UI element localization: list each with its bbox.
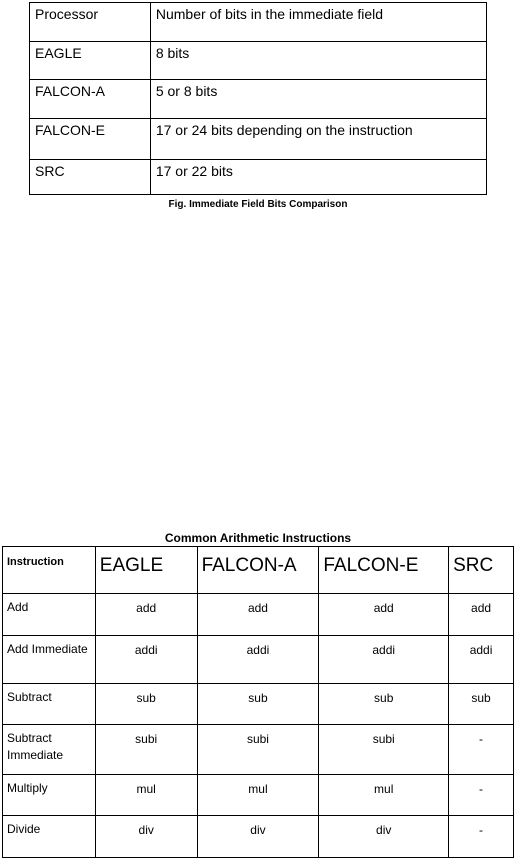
cell-falcon-e: subi (319, 725, 449, 775)
cell-falcon-e: add (319, 594, 449, 636)
cell-instruction: Divide (3, 816, 96, 858)
cell-falcon-a: addi (197, 636, 319, 684)
cell-falcon-e: div (319, 816, 449, 858)
header-falcon-a: FALCON-A (197, 547, 319, 594)
figure-caption: Fig. Immediate Field Bits Comparison (168, 199, 348, 210)
cell-falcon-a: div (197, 816, 319, 858)
table-row (30, 80, 487, 119)
cell-src: add (449, 594, 514, 636)
immediate-bits-table (29, 2, 487, 195)
cell-processor: FALCON-A (30, 80, 151, 119)
cell-src: - (449, 775, 514, 816)
table-header-row (30, 3, 487, 42)
cell-instruction: Multiply (3, 775, 96, 816)
cell-instruction: Subtract Immediate (3, 725, 96, 775)
cell-eagle: subi (95, 725, 197, 775)
arithmetic-instructions-table (2, 546, 514, 858)
table-row (30, 119, 487, 160)
header-src: SRC (449, 547, 514, 594)
cell-instruction: Add (3, 594, 96, 636)
cell-falcon-a: sub (197, 684, 319, 725)
table-row (3, 684, 514, 725)
table-header-row (3, 547, 514, 594)
table-row (3, 594, 514, 636)
cell-eagle: div (95, 816, 197, 858)
cell-falcon-a: add (197, 594, 319, 636)
header-instruction: Instruction (3, 547, 96, 594)
table-caption: Common Arithmetic Instructions (164, 531, 352, 545)
table-row (30, 42, 487, 80)
cell-eagle: mul (95, 775, 197, 816)
cell-src: sub (449, 684, 514, 725)
cell-processor: FALCON-E (30, 119, 151, 160)
cell-falcon-e: mul (319, 775, 449, 816)
cell-falcon-e: addi (319, 636, 449, 684)
cell-bits: 17 or 22 bits (150, 160, 486, 195)
header-falcon-e: FALCON-E (319, 547, 449, 594)
cell-eagle: sub (95, 684, 197, 725)
cell-instruction: Subtract (3, 684, 96, 725)
table-row (30, 160, 487, 195)
cell-eagle: add (95, 594, 197, 636)
cell-src: addi (449, 636, 514, 684)
table-row (3, 636, 514, 684)
cell-bits: 17 or 24 bits depending on the instruction (150, 119, 486, 160)
header-processor: Processor (30, 3, 151, 42)
cell-instruction: Add Immediate (3, 636, 96, 684)
cell-eagle: addi (95, 636, 197, 684)
header-bits: Number of bits in the immediate field (150, 3, 486, 42)
cell-falcon-e: sub (319, 684, 449, 725)
header-eagle: EAGLE (95, 547, 197, 594)
cell-processor: EAGLE (30, 42, 151, 80)
cell-falcon-a: subi (197, 725, 319, 775)
cell-falcon-a: mul (197, 775, 319, 816)
table-row (3, 775, 514, 816)
cell-src: - (449, 816, 514, 858)
cell-bits: 5 or 8 bits (150, 80, 486, 119)
cell-processor: SRC (30, 160, 151, 195)
table-row (3, 725, 514, 775)
cell-bits: 8 bits (150, 42, 486, 80)
cell-src: - (449, 725, 514, 775)
